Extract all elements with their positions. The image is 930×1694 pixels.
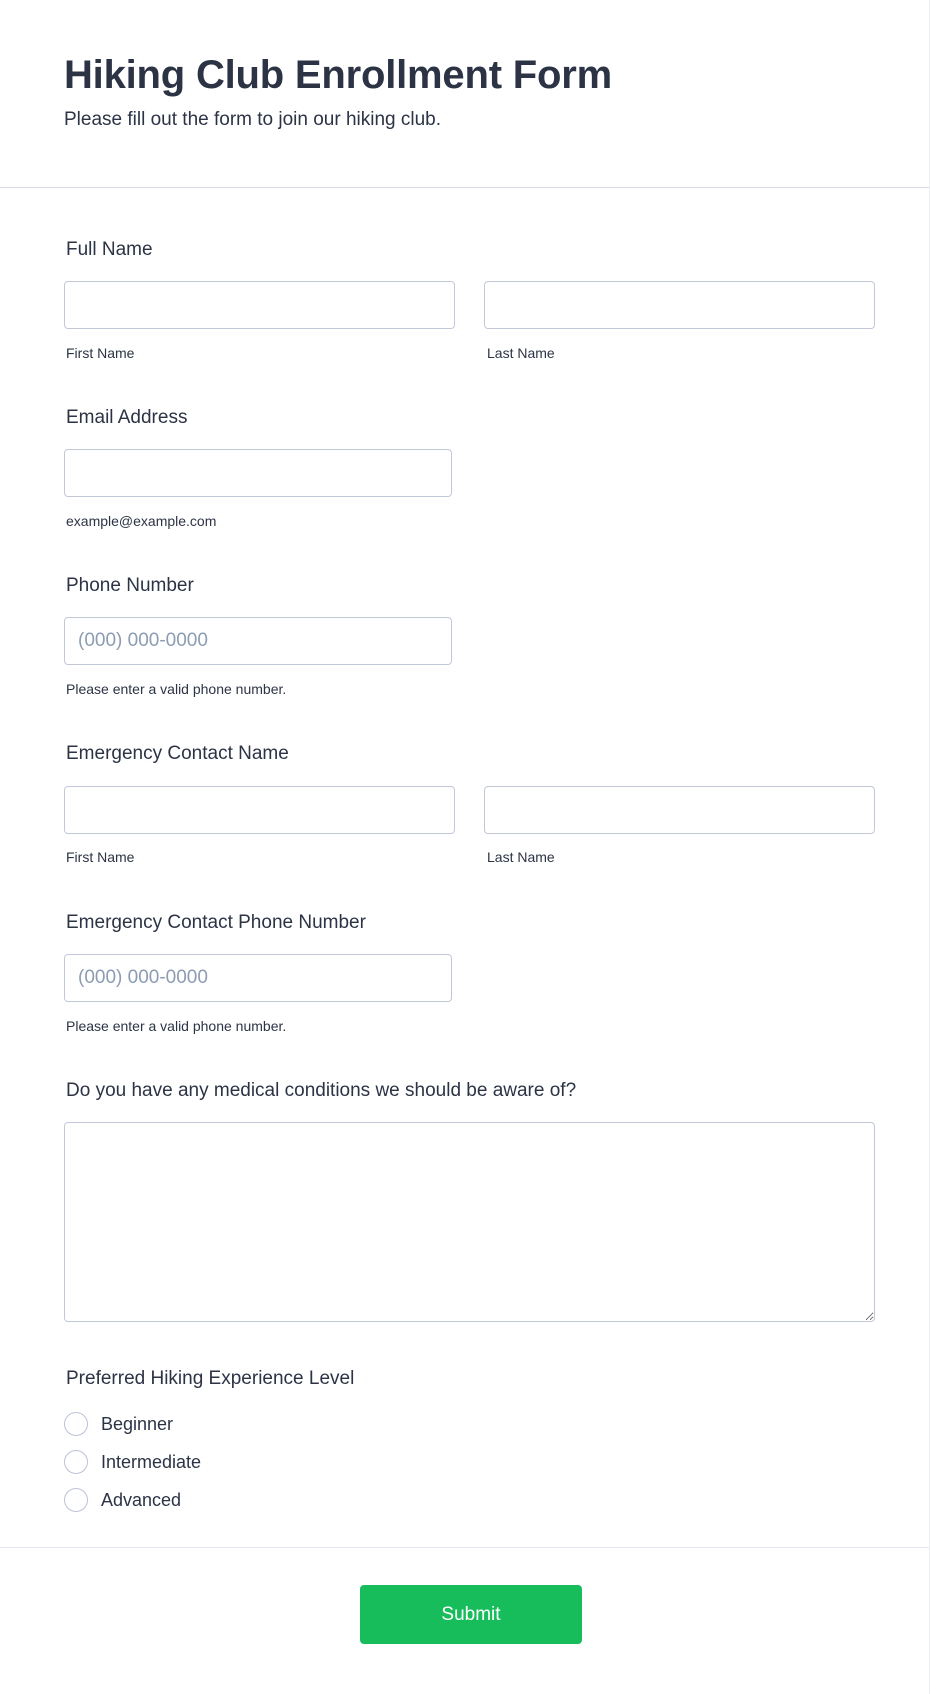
footer-divider — [0, 1547, 929, 1548]
radio-label: Advanced — [101, 1489, 182, 1510]
email-input[interactable] — [64, 449, 452, 497]
first-name-input[interactable] — [64, 281, 455, 329]
email-sublabel: example@example.com — [66, 513, 217, 529]
phone-input[interactable] — [64, 617, 452, 665]
radio-circle-icon[interactable] — [64, 1412, 88, 1436]
experience-level-label: Preferred Hiking Experience Level — [66, 1368, 355, 1389]
email-label: Email Address — [66, 407, 188, 428]
full-name-label: Full Name — [66, 239, 153, 260]
first-name-sublabel: First Name — [66, 345, 135, 361]
radio-circle-icon[interactable] — [64, 1450, 88, 1474]
emergency-first-name-sublabel: First Name — [66, 849, 135, 865]
emergency-name-label: Emergency Contact Name — [66, 743, 289, 764]
radio-option-advanced[interactable] — [64, 1485, 181, 1515]
radio-label: Intermediate — [101, 1451, 202, 1472]
radio-option-beginner[interactable] — [64, 1409, 173, 1439]
radio-circle-icon[interactable] — [64, 1488, 88, 1512]
emergency-phone-sublabel: Please enter a valid phone number. — [66, 1018, 287, 1034]
radio-option-intermediate[interactable] — [64, 1447, 201, 1477]
last-name-input[interactable] — [484, 281, 875, 329]
form-header — [0, 0, 929, 188]
emergency-last-name-sublabel: Last Name — [487, 849, 555, 865]
page-title: Hiking Club Enrollment Form — [64, 53, 612, 97]
phone-label: Phone Number — [66, 575, 194, 596]
submit-button[interactable]: Submit — [360, 1585, 582, 1644]
last-name-sublabel: Last Name — [487, 345, 555, 361]
medical-conditions-textarea[interactable] — [64, 1122, 875, 1322]
emergency-last-name-input[interactable] — [484, 786, 875, 834]
emergency-first-name-input[interactable] — [64, 786, 455, 834]
radio-label: Beginner — [101, 1413, 174, 1434]
medical-conditions-label: Do you have any medical conditions we should be aware of? — [66, 1080, 577, 1101]
page-subtitle: Please fill out the form to join our hiking club. — [64, 109, 442, 130]
phone-sublabel: Please enter a valid phone number. — [66, 681, 287, 697]
emergency-phone-input[interactable] — [64, 954, 452, 1002]
emergency-phone-label: Emergency Contact Phone Number — [66, 912, 366, 933]
